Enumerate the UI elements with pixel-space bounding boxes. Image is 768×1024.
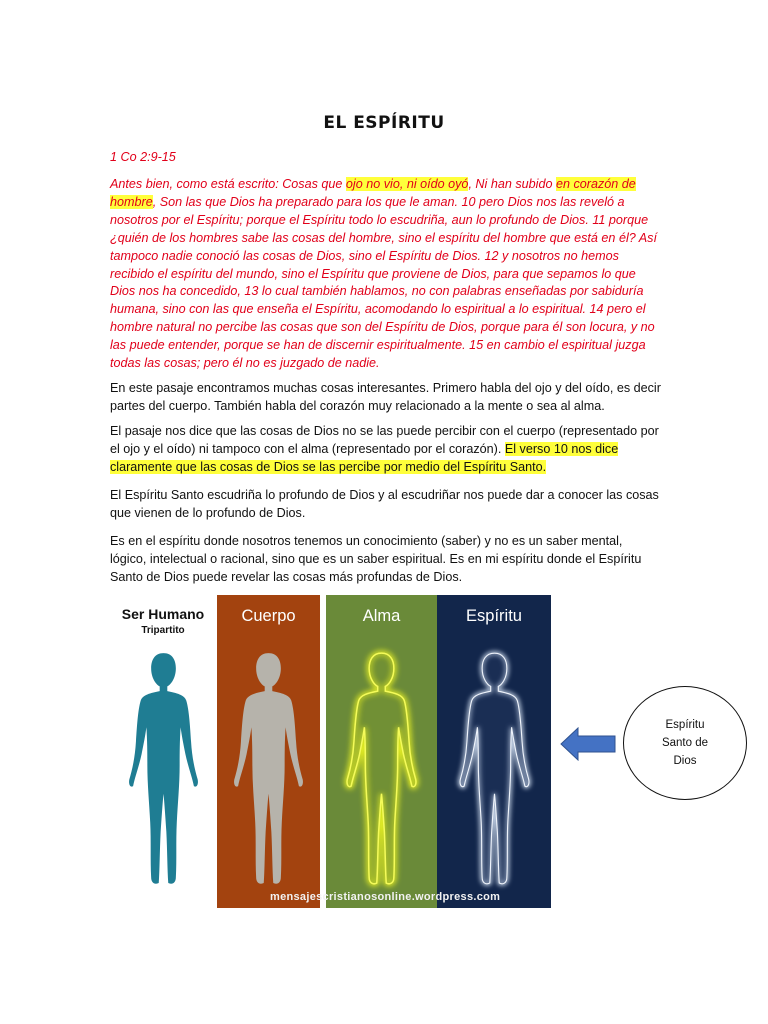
scripture-reference: 1 Co 2:9-15 xyxy=(110,150,176,164)
paragraph: Es en el espíritu donde nosotros tenemos un conocimiento (saber) y no es un saber mental, lógico, intelectual o racional, sino que es un saber espiritual. Es en mi espíritu donde el Espíritu Santo de Dios puede revelar las cosas más profundas de Dios. xyxy=(110,534,642,584)
panel-label: Espíritu xyxy=(466,607,522,625)
scripture-highlight: en corazón de hombre xyxy=(110,177,636,209)
scripture-highlight: ojo no vio, ni oído oyó xyxy=(345,177,469,191)
alma-glow-silhouette xyxy=(347,653,416,884)
callout-oval xyxy=(623,686,747,800)
tripartite-figure xyxy=(110,595,551,908)
espiritu-glow-silhouette xyxy=(460,653,529,884)
scripture-text: , Ni han subido xyxy=(468,177,556,191)
human-subtitle: Tripartito xyxy=(141,625,185,636)
left-arrow-icon xyxy=(560,727,616,761)
paragraph-text: El pasaje nos dice que las cosas de Dios no se las puede percibir con el cuerpo (representado por el ojo y el oído) ni tampoco con el alma (representado por el corazón). xyxy=(110,424,659,456)
human-silhouette xyxy=(129,653,198,884)
paragraph-highlight: El verso 10 nos dice claramente que las cosas de Dios se las percibe por medio del Espíritu Santo. xyxy=(110,441,619,474)
paragraph: El Espíritu Santo escudriña lo profundo de Dios y al escudriñar nos puede dar a conocer las cosas que vienen de lo profundo de Dios. xyxy=(110,488,659,520)
callout-text: Espíritu Santo de Dios xyxy=(661,719,709,767)
cuerpo-silhouette xyxy=(234,653,303,884)
scripture-text: Antes bien, como está escrito: Cosas que xyxy=(110,177,346,191)
scripture-passage xyxy=(110,176,662,373)
watermark: mensajescristianosonline.wordpress.com xyxy=(270,891,501,903)
panel-label: Cuerpo xyxy=(241,607,296,625)
panel-label: Alma xyxy=(362,607,401,625)
human-title: Ser Humano xyxy=(121,606,205,622)
paragraph xyxy=(110,423,662,477)
body-silhouettes xyxy=(110,595,551,908)
scripture-text: , Son las que Dios ha preparado para los que le aman. 10 pero Dios nos las reveló a nosotros por el Espíritu; porque el Espíritu todo lo escudriña, aun lo profundo de Dios. 11 porque ¿quién de los hombres sabe las cosas del hombre, sino el espíritu del hombre que está en él? Así tampoco nadie conoció las cosas de Dios, sino el Espíritu de Dios. 12 y nosotros no hemos recibido el espíritu del mundo, sino el Espíritu que proviene de Dios, para que sepamos lo que Dios nos ha concedido, 13 lo cual también hablamos, no con palabras enseñadas por sabiduría humana, sino con las que enseña el Espíritu, acomodando lo espiritual a lo espiritual. 14 pero el hombre natural no percibe las cosas que son del Espíritu de Dios, porque para él son locura, y no las puede entender, porque se han de discernir espiritualmente. 15 en cambio el espiritual juzga todas las cosas; pero él no es juzgado de nadie. xyxy=(110,194,657,371)
page-title: EL ESPÍRITU xyxy=(323,113,445,133)
paragraph: En este pasaje encontramos muchas cosas interesantes. Primero habla del ojo y del oído, es decir partes del cuerpo. También habla del corazón muy relacionado a la mente o sea al alma. xyxy=(110,381,661,413)
